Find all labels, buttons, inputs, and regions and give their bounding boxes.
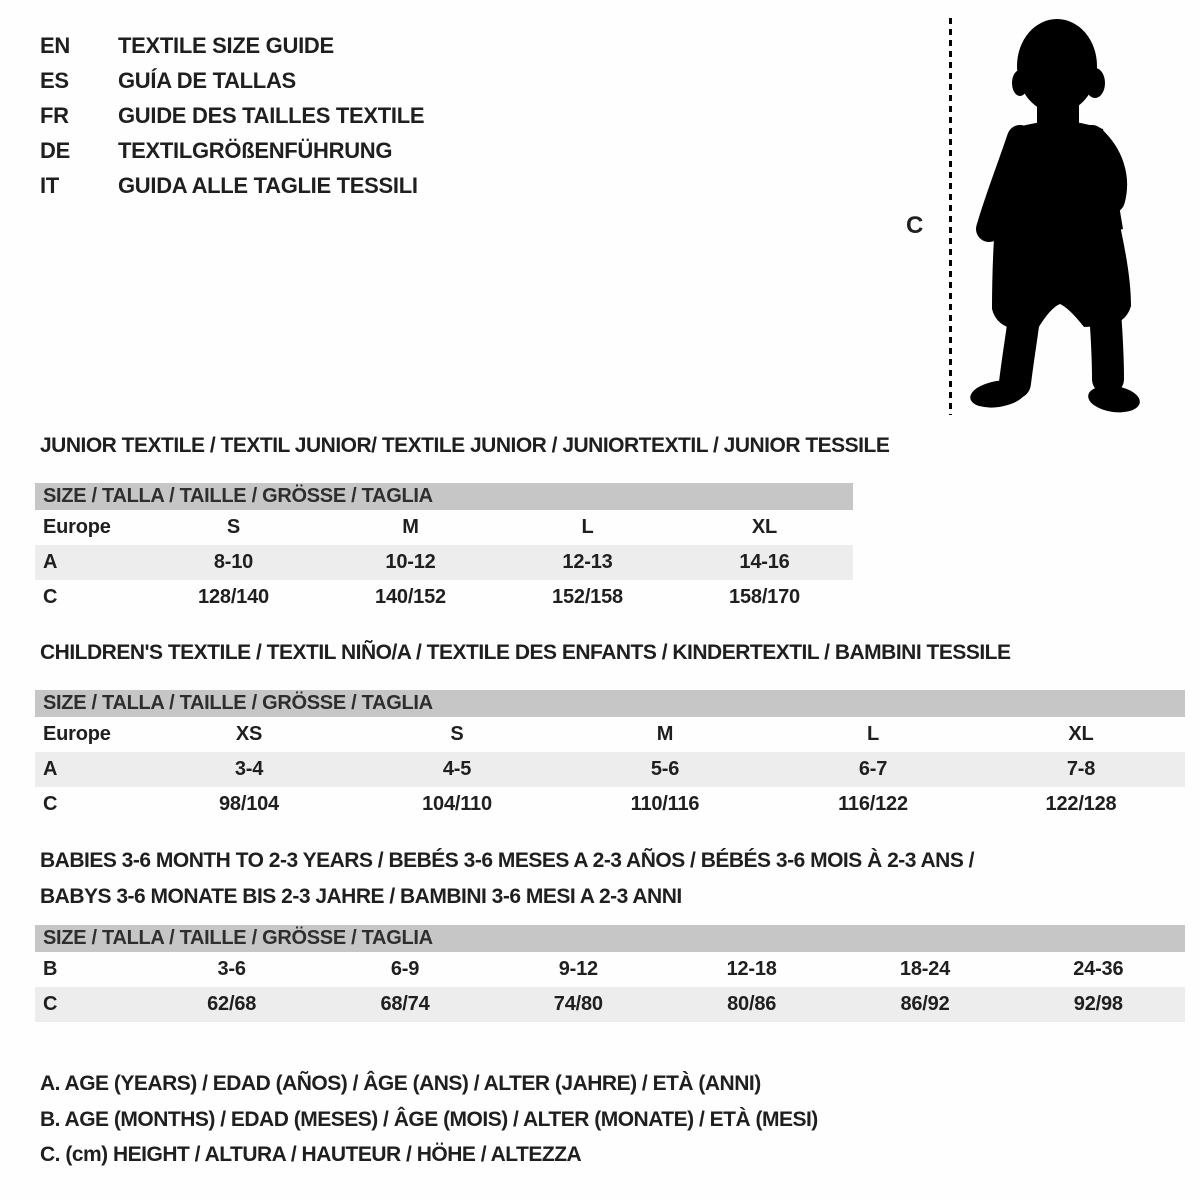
table-size-header: SIZE / TALLA / TAILLE / GRÖSSE / TAGLIA: [35, 690, 1185, 717]
language-code: IT: [40, 172, 59, 198]
footnotes: [40, 1066, 818, 1173]
babies-size-table: [35, 925, 1185, 1022]
table-cell: 24-36: [1073, 958, 1124, 980]
table-cell: 86/92: [900, 993, 950, 1015]
language-code: DE: [40, 137, 70, 163]
table-cell: 5-6: [650, 758, 680, 780]
language-row: [40, 133, 424, 168]
table-size-header: SIZE / TALLA / TAILLE / GRÖSSE / TAGLIA: [35, 483, 853, 510]
table-cell: 14-16: [739, 551, 790, 573]
table-cell: 68/74: [380, 993, 430, 1015]
table-cell: L: [866, 723, 880, 745]
table-cell: 128/140: [198, 586, 269, 608]
language-code: FR: [40, 102, 69, 128]
table-cell: XS: [235, 723, 263, 745]
section-title-babies-line2: BABYS 3-6 MONATE BIS 2-3 JAHRE / BAMBINI 3-6 MESI A 2-3 ANNI: [40, 885, 682, 908]
footnote-c: C. (cm) HEIGHT / ALTURA / HAUTEUR / HÖHE / ALTEZZA: [40, 1143, 582, 1166]
row-label: C: [43, 793, 58, 815]
table-cell: 110/116: [630, 793, 700, 815]
table-cell: 152/158: [552, 586, 623, 608]
table-row: [35, 510, 853, 545]
table-cell: 18-24: [899, 958, 951, 980]
guide-title-en: TEXTILE SIZE GUIDE: [118, 32, 334, 58]
table-cell: XL: [1068, 723, 1094, 745]
row-label: Europe: [43, 516, 111, 538]
section-title-junior: JUNIOR TEXTILE / TEXTIL JUNIOR/ TEXTILE JUNIOR / JUNIORTEXTIL / JUNIOR TESSILE: [40, 434, 890, 457]
children-size-table: [35, 690, 1185, 822]
table-cell: 104/110: [422, 793, 492, 815]
table-cell: 98/104: [219, 793, 279, 815]
table-cell: 12-18: [726, 958, 777, 980]
table-cell: XL: [751, 516, 778, 538]
row-label: A: [43, 551, 58, 573]
language-row: [40, 168, 424, 203]
table-cell: 3-4: [234, 758, 264, 780]
language-code: EN: [40, 32, 70, 58]
table-cell: 7-8: [1066, 758, 1096, 780]
guide-title-fr: GUIDE DES TAILLES TEXTILE: [118, 102, 425, 128]
table-cell: 4-5: [442, 758, 472, 780]
table-cell: M: [402, 516, 419, 538]
row-label: C: [43, 586, 58, 608]
table-cell: 62/68: [207, 993, 257, 1015]
height-measure-figure: [900, 0, 1200, 430]
table-cell: 80/86: [727, 993, 777, 1015]
junior-size-table: [35, 483, 853, 615]
table-cell: S: [226, 516, 241, 538]
footnote-a: A. AGE (YEARS) / EDAD (AÑOS) / ÂGE (ANS) / ALTER (JAHRE) / ETÀ (ANNI): [40, 1072, 761, 1095]
table-cell: 12-13: [562, 551, 613, 573]
row-label: Europe: [43, 723, 111, 745]
table-cell: 8-10: [213, 551, 254, 573]
footnote-b: B. AGE (MONTHS) / EDAD (MESES) / ÂGE (MOIS) / ALTER (MONATE) / ETÀ (MESI): [40, 1107, 818, 1131]
table-cell: 116/122: [838, 793, 908, 815]
language-row: [40, 63, 424, 98]
row-label: C: [43, 993, 58, 1015]
table-row: [35, 987, 1185, 1022]
table-cell: 3-6: [217, 958, 246, 980]
guide-title-it: GUIDA ALLE TAGLIE TESSILI: [118, 172, 418, 198]
table-cell: L: [581, 516, 594, 538]
table-row: [35, 952, 1185, 987]
row-label: B: [43, 958, 58, 980]
table-cell: 6-9: [390, 958, 420, 980]
table-cell: 74/80: [553, 993, 603, 1015]
table-size-header: SIZE / TALLA / TAILLE / GRÖSSE / TAGLIA: [35, 925, 1185, 952]
table-row: [35, 787, 1185, 822]
section-title-babies-line1: BABIES 3-6 MONTH TO 2-3 YEARS / BEBÉS 3-6 MESES A 2-3 AÑOS / BÉBÉS 3-6 MOIS À 2-3 ANS /: [40, 849, 975, 872]
language-title-list: [40, 28, 424, 203]
section-title-children: CHILDREN'S TEXTILE / TEXTIL NIÑO/A / TEXTILE DES ENFANTS / KINDERTEXTIL / BAMBINI TESSILE: [40, 641, 1011, 664]
table-row: [35, 717, 1185, 752]
row-label: A: [43, 758, 58, 780]
height-dashed-line: [949, 18, 952, 415]
table-cell: 6-7: [858, 758, 888, 780]
table-cell: M: [656, 723, 674, 745]
language-row: [40, 28, 424, 63]
table-cell: 158/170: [729, 586, 800, 608]
table-row: [35, 545, 853, 580]
table-cell: 10-12: [385, 551, 436, 573]
table-row: [35, 580, 853, 615]
language-code: ES: [40, 67, 69, 93]
language-row: [40, 98, 424, 133]
guide-title-de: TEXTILGRÖßENFÜHRUNG: [118, 137, 393, 163]
table-cell: 9-12: [558, 958, 598, 980]
measure-c-label: C: [906, 212, 924, 239]
toddler-silhouette-icon: [965, 13, 1140, 418]
table-cell: 92/98: [1073, 993, 1123, 1015]
table-row: [35, 752, 1185, 787]
table-cell: 140/152: [375, 586, 446, 608]
table-cell: 122/128: [1045, 793, 1117, 815]
table-cell: S: [450, 723, 464, 745]
guide-title-es: GUÍA DE TALLAS: [118, 67, 296, 93]
